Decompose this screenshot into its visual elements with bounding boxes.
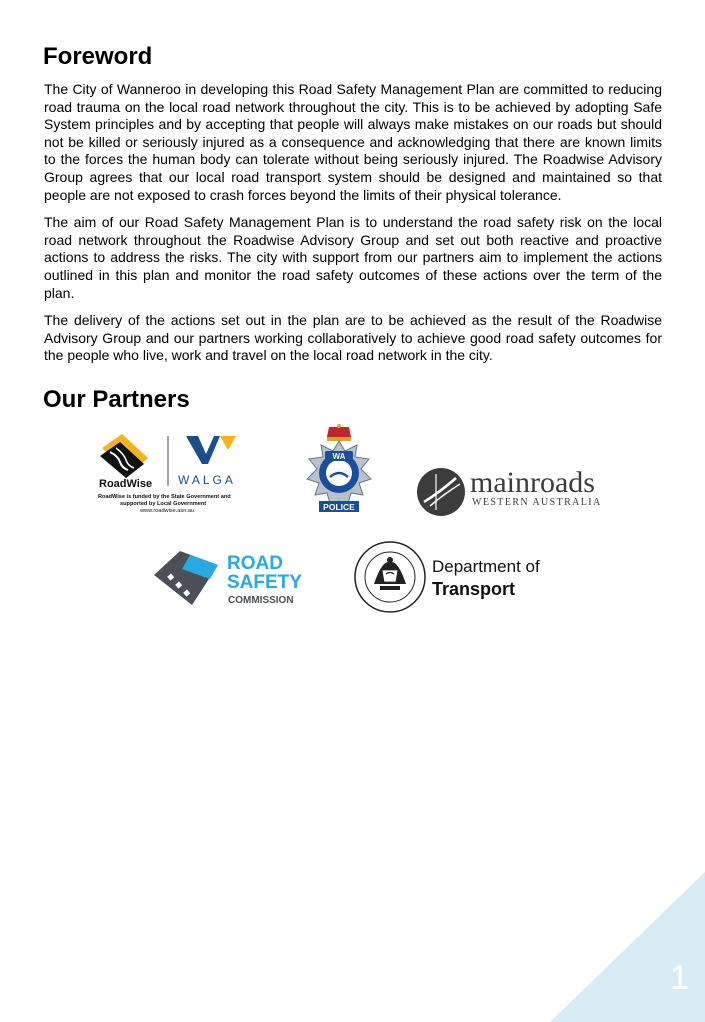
mainroads-name: mainroads — [470, 466, 595, 499]
police-wa-text: WA — [332, 452, 346, 461]
roadwise-walga-graphic — [96, 430, 251, 518]
corner-decoration — [550, 872, 705, 1022]
wa-government-seal-icon — [355, 542, 425, 612]
police-name-text: POLICE — [323, 502, 355, 512]
mainroads-sub: WESTERN AUSTRALIA — [472, 497, 602, 508]
page-number: 1 — [670, 959, 689, 997]
partners-heading: Our Partners — [43, 386, 190, 413]
foreword-paragraph-2: The aim of our Road Safety Management Plan is to understand the road safety risk on the local road network throughout the Roadwise Advisory Group and set out both reactive and proactive actions to address the risks. The city with support from our partners aim to implement the actions outlined in this plan and monitor the road safety outcomes of these actions over the term of the plan. — [44, 214, 662, 301]
dot-graphic — [352, 540, 557, 616]
department-of-transport-logo — [352, 540, 557, 616]
rsc-graphic — [150, 545, 302, 610]
dot-line2: Transport — [432, 579, 516, 599]
walga-name: WALGA — [178, 473, 236, 487]
roadwise-name: RoadWise — [99, 478, 153, 490]
foreword-body — [44, 81, 662, 375]
wa-police-logo — [301, 423, 377, 517]
road-safety-road-icon — [154, 551, 218, 605]
foreword-paragraph-1: The City of Wanneroo in developing this Road Safety Management Plan are committed to reducing road trauma on the local road network throughout the city. This is to be achieved by adopting Safe System principles and by accepting that people will always make mistakes on our roads but should not be killed or seriously injured as a consequence and acknowledging that there are known limits to the forces the human body can tolerate without being seriously injured. The Roadwise Advisory Group agrees that our local road transport system should be designed and maintained so that people are not exposed to crash forces beyond the limits of their physical tolerance. — [44, 81, 662, 203]
roadwise-funding-line1: RoadWise is funded by the State Government and — [98, 494, 231, 500]
wa-police-badge — [301, 423, 377, 517]
mainroads-graphic — [416, 462, 620, 518]
roadwise-funding-line2: supported by Local Government — [120, 501, 207, 507]
walga-icon — [186, 436, 236, 464]
foreword-heading: Foreword — [43, 43, 153, 70]
roadwise-walga-logo — [96, 430, 251, 518]
roadwise-url: www.roadwise.asn.au — [140, 508, 195, 514]
rsc-line2: SAFETY — [227, 572, 302, 593]
foreword-paragraph-3: The delivery of the actions set out in the plan are to be achieved as the result of the Roadwise Advisory Group and our partners working collaboratively to achieve good road safety outcomes for the people who live, work and travel on the local road network in the city. — [44, 312, 662, 364]
rsc-line3: COMMISSION — [228, 595, 294, 606]
mainroads-logo — [416, 462, 620, 518]
rsc-line1: ROAD — [227, 553, 283, 574]
crown-icon — [327, 424, 351, 441]
mainroads-circle-icon — [417, 468, 465, 516]
dot-line1: Department of — [432, 557, 540, 576]
roadwise-road-icon — [100, 434, 148, 478]
road-safety-commission-logo — [150, 545, 302, 610]
